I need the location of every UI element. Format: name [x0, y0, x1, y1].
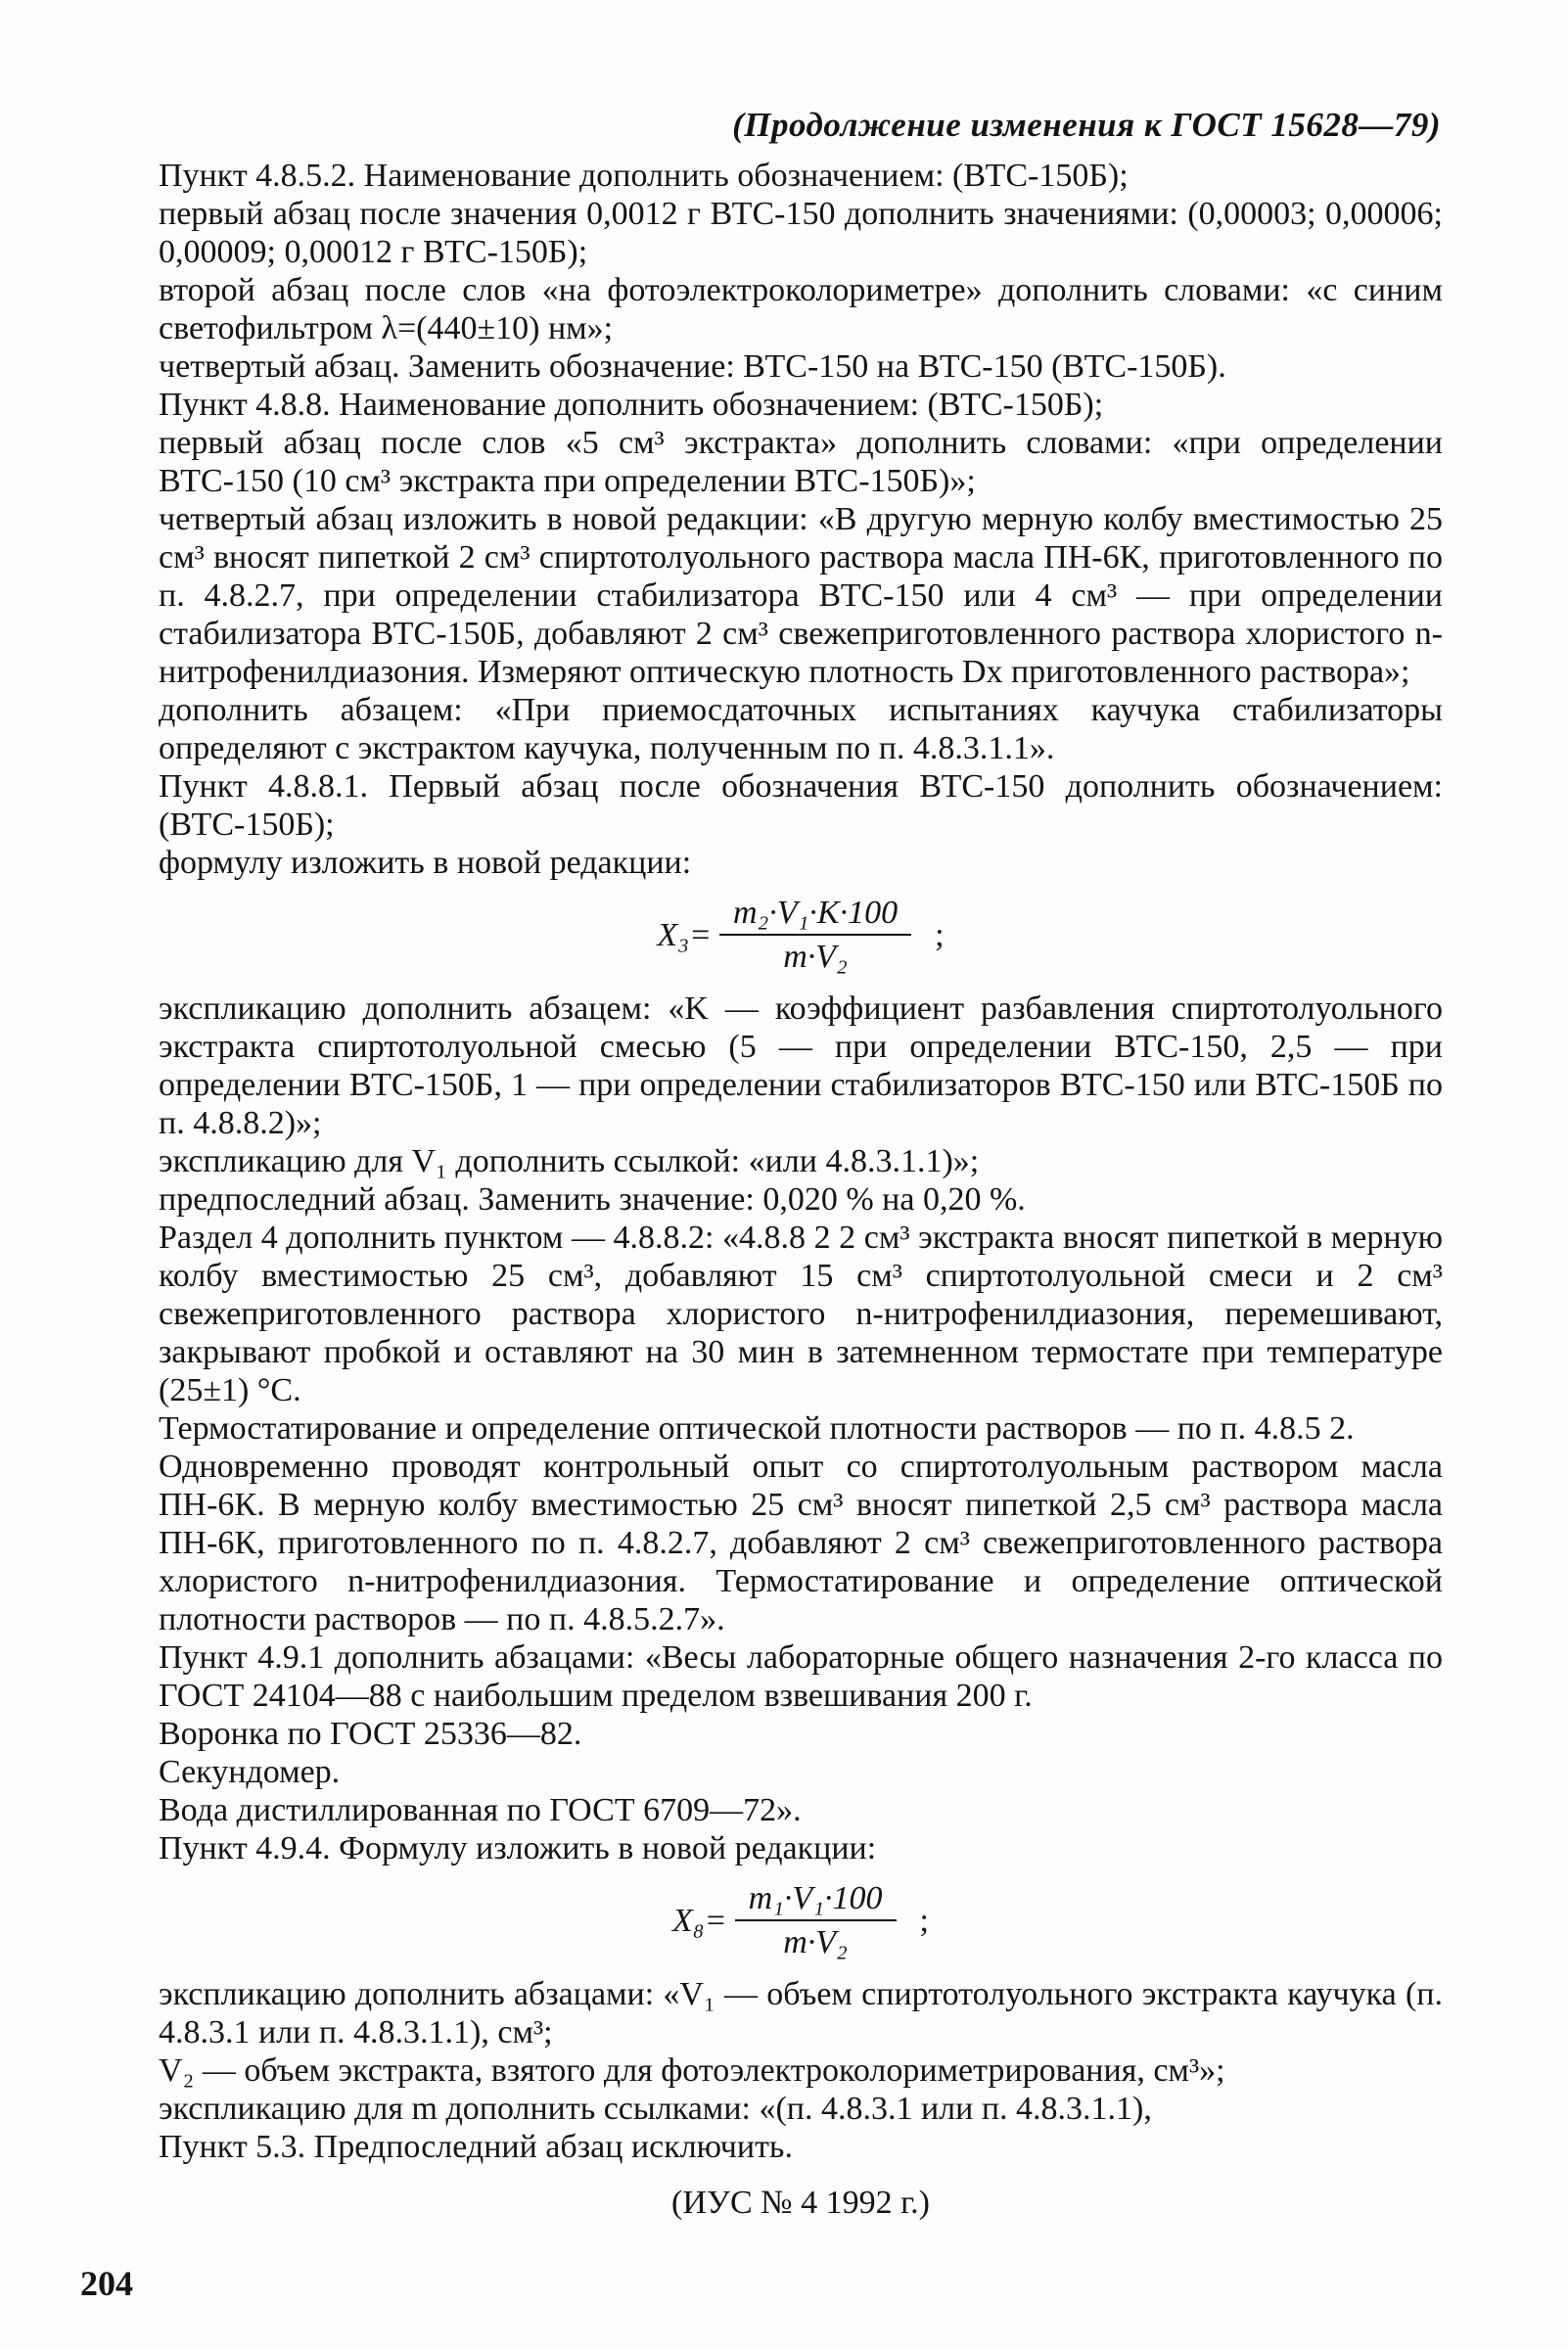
paragraph: Пункт 5.3. Предпоследний абзац исключить.	[159, 2129, 793, 2165]
document-body	[159, 157, 1443, 2222]
paragraph: экспликацию дополнить абзацем: «K — коэффициент разбавления спиртотолуольного экстракта спиртотолуольной смесью (5 — при определении ВТС-150, 2,5 — при определении ВТС-150Б, 1 — при определении стабилизаторов ВТС-150 или ВТС-150Б по п. 4.8.8.2)»;	[159, 991, 1443, 1141]
paragraph: Термостатирование и определение оптической плотности растворов — по п. 4.8.5 2.	[159, 1410, 1355, 1447]
paragraph: Раздел 4 дополнить пунктом — 4.8.8.2: «4.8.8 2 2 см³ экстракта вносят пипеткой в мерную колбу вместимостью 25 см³, добавляют 15 см³ спиртотолуольной смеси и 2 см³ свежеприготовленного раствора хлористого n-нитрофенилдиазония, перемешивают, закрывают пробкой и оставляют на 30 мин в затемненном термостате при температуре (25±1) °С.	[159, 1220, 1443, 1408]
paragraph: четвертый абзац изложить в новой редакции: «В другую мерную колбу вместимостью 25 см³ вносят пипеткой 2 см³ спиртотолуольного раствора масла ПН-6К, приготовленного по п. 4.8.2.7, при определении стабилизатора ВТС-150 или 4 см³ — при определении стабилизатора ВТС-150Б, добавляют 2 см³ свежеприготовленного раствора хлористого n-нитрофенилдиазония. Измеряют оптическую плотность Dх приготовленного раствора»;	[159, 501, 1443, 690]
paragraph: первый абзац после слов «5 см³ экстракта» дополнить словами: «при определении ВТС-150 (10 см³ экстракта при определении ВТС-150Б)»;	[159, 425, 1443, 499]
paragraph: Пункт 4.9.4. Формулу изложить в новой редакции:	[159, 1830, 877, 1866]
paragraph: Секундомер.	[159, 1754, 341, 1790]
paragraph: Пункт 4.8.8. Наименование дополнить обозначением: (ВТС-150Б);	[159, 387, 1104, 423]
paragraph: четвертый абзац. Заменить обозначение: ВТС-150 на ВТС-150 (ВТС-150Б).	[159, 348, 1226, 385]
formula-fraction	[735, 1879, 897, 1961]
paragraph: предпоследний абзац. Заменить значение: 0,020 % на 0,20 %.	[159, 1181, 1026, 1218]
paragraph: первый абзац после значения 0,0012 г ВТС-150 дополнить значениями: (0,00003; 0,00006; 0,00009; 0,00012 г ВТС-150Б);	[159, 196, 1443, 270]
paragraph: Вода дистиллированная по ГОСТ 6709—72».	[159, 1792, 802, 1828]
formula-lhs: X₈=	[672, 1902, 727, 1939]
formula-x3	[159, 894, 1443, 976]
paragraph: Пункт 4.9.1 дополнить абзацами: «Весы лабораторные общего назначения 2-го класса по ГОСТ 24104—88 с наибольшим пределом взвешивания 200 г.	[159, 1639, 1443, 1714]
formula-denominator: m·V₂	[783, 939, 848, 975]
paragraph: Воронка по ГОСТ 25336—82.	[159, 1716, 582, 1752]
paragraph: экспликацию для V₁ дополнить ссылкой: «или 4.8.3.1.1)»;	[159, 1143, 980, 1179]
paragraph: экспликацию дополнить абзацами: «V₁ — объем спиртотолуольного экстракта каучука (п. 4.8.3.1 или п. 4.8.3.1.1), см³;	[159, 1976, 1443, 2050]
paragraph: дополнить абзацем: «При приемосдаточных испытаниях каучука стабилизаторы определяют с экстрактом каучука, полученным по п. 4.8.3.1.1».	[159, 692, 1443, 766]
formula-numerator: m₂·V₁·K·100	[719, 894, 911, 936]
source-reference: (ИУС № 4 1992 г.)	[671, 2185, 930, 2221]
formula-x8	[159, 1879, 1443, 1961]
formula-end: ;	[935, 916, 945, 953]
paragraph: второй абзац после слов «на фотоэлектроколориметре» дополнить словами: «с синим светофильтром λ=(440±10) нм»;	[159, 272, 1443, 346]
paragraph: Пункт 4.8.5.2. Наименование дополнить обозначением: (ВТС-150Б);	[159, 158, 1129, 194]
paragraph: формулу изложить в новой редакции:	[159, 845, 692, 881]
paragraph: Пункт 4.8.8.1. Первый абзац после обозначения ВТС-150 дополнить обозначением: (ВТС-150Б);	[159, 768, 1443, 843]
page-header: (Продолжение изменения к ГОСТ 15628—79)	[732, 106, 1441, 144]
formula-denominator: m·V₂	[783, 1924, 848, 1960]
formula-end: ;	[919, 1902, 929, 1939]
formula-fraction	[719, 894, 911, 976]
paragraph: V₂ — объем экстракта, взятого для фотоэлектроколориметрирования, см³»;	[159, 2052, 1225, 2089]
paragraph: Одновременно проводят контрольный опыт со спиртотолуольным раствором масла ПН-6К. В мерную колбу вместимостью 25 см³ вносят пипеткой 2,5 см³ раствора масла ПН-6К, приготовленного по п. 4.8.2.7, добавляют 2 см³ свежеприготовленного раствора хлористого n-нитрофенилдиазония. Термостатирование и определение оптической плотности растворов — по п. 4.8.5.2.7».	[159, 1449, 1443, 1637]
formula-lhs: X₃=	[657, 916, 712, 953]
formula-numerator: m₁·V₁·100	[735, 1879, 897, 1921]
paragraph: экспликацию для m дополнить ссылками: «(п. 4.8.3.1 или п. 4.8.3.1.1),	[159, 2091, 1152, 2127]
page-number: 204	[80, 2264, 133, 2303]
